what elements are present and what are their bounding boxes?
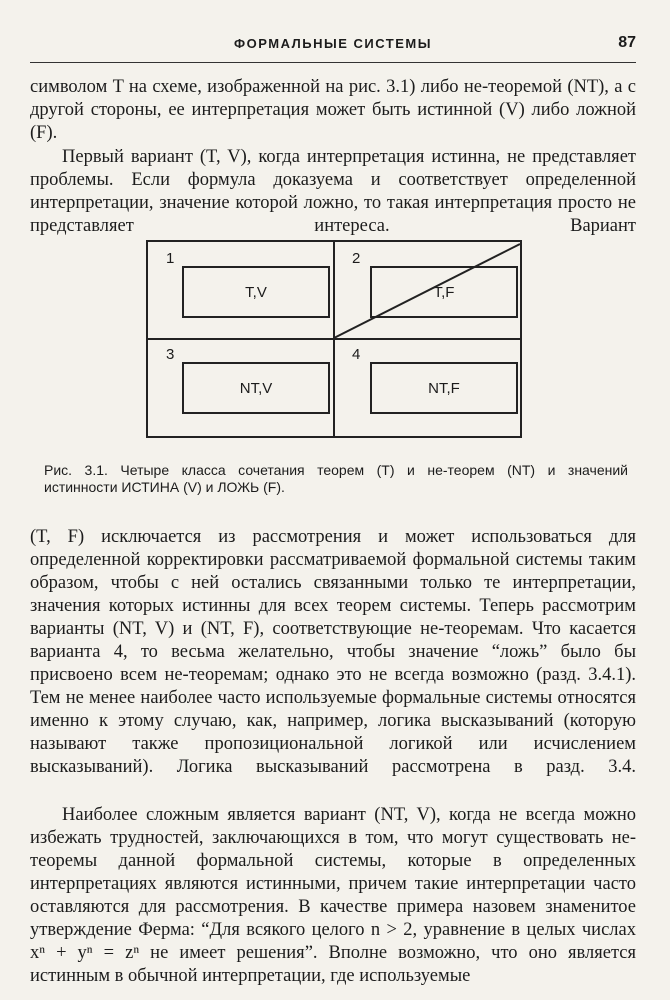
quadrant-4-label: NT,F xyxy=(428,379,460,397)
paragraph-2: Первый вариант (T, V), когда интерпретация истинна, не представляет проблемы. Если формула доказуема и соответствует определенной интерпретации, значение которой ложно, то такая интерпретация просто не представляет интереса. Вариант xyxy=(30,147,636,236)
quadrant-1-number: 1 xyxy=(166,250,175,267)
page-number: 87 xyxy=(618,34,636,51)
caption-line-1: Рис. 3.1. Четыре класса сочетания теорем (T) и не-теорем (NT) и значений xyxy=(44,462,628,478)
caption-line-2: истинности ИСТИНА (V) и ЛОЖЬ (F). xyxy=(44,479,285,495)
paragraph-4: Наиболее сложным является вариант (NT, V), когда не всегда можно избежать трудностей, заключающихся в том, что могут существовать не-теоремы данной формальной системы, которые в определенных интерпретациях являются истинными, причем такие интерпретации часто оставляются для рассмотрения. В качестве примера назовем знаменитое утверждение Ферма: “Для всякого целого n > 2, уравнение в целых числах xⁿ + yⁿ = zⁿ не имеет решения”. Вполне возможно, что оно является истинным в обычной интерпретации, где используемые xyxy=(30,805,636,986)
figure-caption xyxy=(44,462,628,496)
paragraph-3: (T, F) исключается из рассмотрения и может использоваться для определенной корректировки рассматриваемой формальной системы таким образом, чтобы с ней остались связанными только те интерпретации, значения которых истинны для всех теорем системы. Теперь рассмотрим варианты (NT, V) и (NT, F), соответствующие не-теоремам. Что касается варианта 4, то весьма желательно, чтобы значение “ложь” было бы присвоено всем не-теоремам; однако это не всегда возможно (разд. 3.4.1). Тем не менее наиболее часто используемые формальные системы относятся именно к этому случаю, как, например, логика высказываний (которую называют также пропозициональной логикой или исчислением высказываний). Логика высказываний рассмотрена в разд. 3.4. xyxy=(30,527,636,777)
quadrant-2-number: 2 xyxy=(352,250,361,267)
paragraph-1: символом T на схеме, изображенной на рис. 3.1) либо не-теоремой (NT), а с другой стороны, ее интерпретация может быть истинной (V) либо ложной (F). xyxy=(30,77,636,143)
figure-quadrants xyxy=(146,240,522,438)
quadrant-3-label: NT,V xyxy=(239,379,273,397)
quadrant-3-number: 3 xyxy=(166,346,175,363)
page-header xyxy=(30,34,636,58)
quadrant-2-strike-diagonal xyxy=(148,242,520,436)
quadrant-1-label: T,V xyxy=(245,283,267,301)
header-rule xyxy=(30,62,636,63)
quadrant-4-number: 4 xyxy=(352,346,361,363)
quadrant-2-label: T,F xyxy=(433,283,455,301)
running-head: ФОРМАЛЬНЫЕ СИСТЕМЫ xyxy=(234,36,432,51)
